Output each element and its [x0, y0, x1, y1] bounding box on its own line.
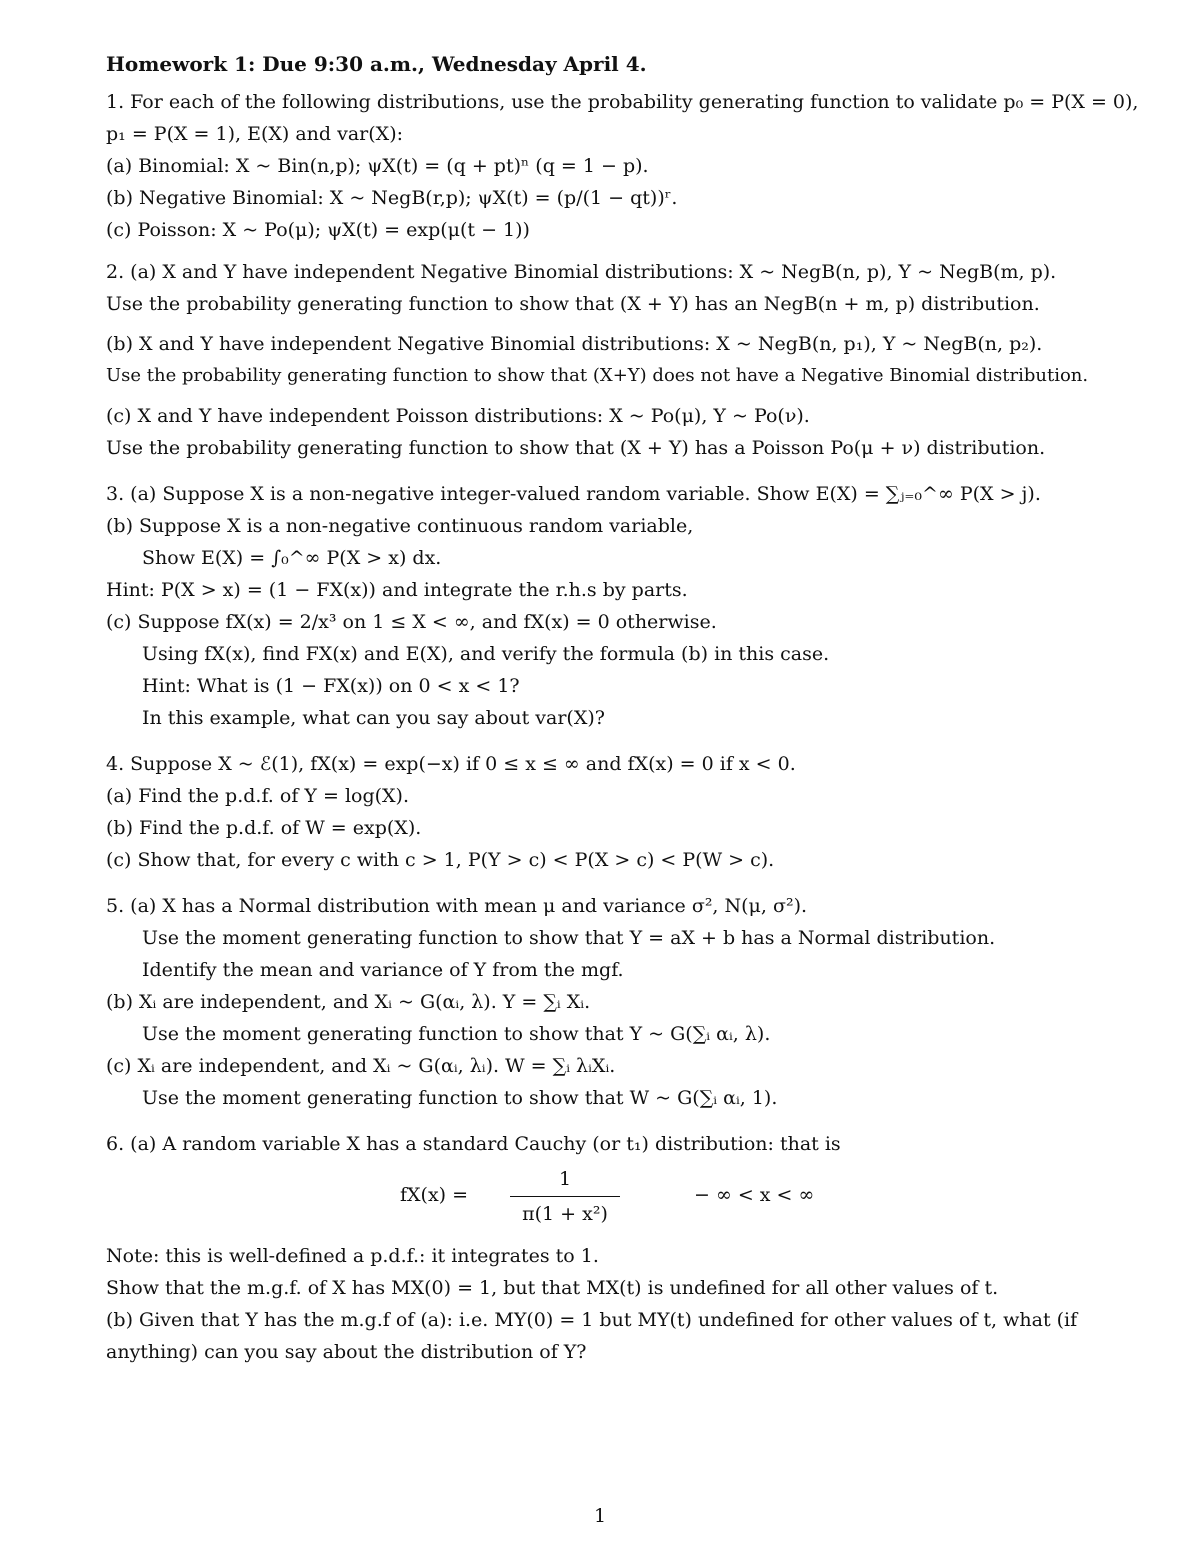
q3-part-c-line-4: In this example, what can you say about var(X)?: [142, 707, 605, 729]
q2-part-b-line-1: (b) X and Y have independent Negative Binomial distributions: X ~ NegB(n, p₁), Y ~ NegB(n, p₂).: [106, 333, 1043, 355]
q1-part-b: (b) Negative Binomial: X ~ NegB(r,p); ψX(t) = (p/(1 − qt))ʳ.: [106, 187, 678, 209]
q5-part-a-line-3: Identify the mean and variance of Y from the mgf.: [142, 959, 624, 981]
q3-part-a: 3. (a) Suppose X is a non-negative integer-valued random variable. Show E(X) = ∑ⱼ₌₀^∞ P(X > j).: [106, 483, 1041, 505]
q5-part-b-line-1: (b) Xᵢ are independent, and Xᵢ ~ G(αᵢ, λ). Y = ∑ᵢ Xᵢ.: [106, 991, 591, 1013]
q1-line-2: p₁ = P(X = 1), E(X) and var(X):: [106, 123, 404, 145]
cauchy-density-equation: [106, 1166, 1126, 1236]
q4-part-c: (c) Show that, for every c with c > 1, P(Y > c) < P(X > c) < P(W > c).: [106, 849, 775, 871]
q6-part-b: (b) Given that Y has the m.g.f of (a): i.e. MY(0) = 1 but MY(t) undefined for other values of t, what (if anything) can you say about the distribution of Y?: [106, 1309, 1078, 1363]
q1-line-1: 1. For each of the following distributions, use the probability generating function to validate p₀ = P(X = 0),: [106, 91, 1139, 113]
q4-part-a: (a) Find the p.d.f. of Y = log(X).: [106, 785, 410, 807]
question-1: [106, 86, 1139, 246]
q2-part-a-line-2: Use the probability generating function to show that (X + Y) has an NegB(n + m, p) distribution.: [106, 293, 1040, 315]
equation-fraction: [510, 1166, 620, 1229]
q5-part-c-line-1: (c) Xᵢ are independent, and Xᵢ ~ G(αᵢ, λᵢ). W = ∑ᵢ λᵢXᵢ.: [106, 1055, 616, 1077]
homework-title: Homework 1: Due 9:30 a.m., Wednesday April 4.: [106, 52, 647, 76]
question-2: [106, 256, 1126, 464]
equation-denominator: π(1 + x²): [522, 1203, 608, 1225]
q4-part-b: (b) Find the p.d.f. of W = exp(X).: [106, 817, 422, 839]
q5-part-a-line-2: Use the moment generating function to show that Y = aX + b has a Normal distribution.: [142, 927, 996, 949]
q3-part-b-hint: Hint: P(X > x) = (1 − FX(x)) and integrate the r.h.s by parts.: [106, 579, 688, 601]
q1-part-a: (a) Binomial: X ~ Bin(n,p); ψX(t) = (q + pt)ⁿ (q = 1 − p).: [106, 155, 649, 177]
q6-part-a-line-2: Show that the m.g.f. of X has MX(0) = 1, but that MX(t) is undefined for all other values of t.: [106, 1277, 999, 1299]
homework-page: [106, 52, 1139, 1368]
q3-part-b-line-2: Show E(X) = ∫₀^∞ P(X > x) dx.: [142, 547, 442, 569]
q4-line-1: 4. Suppose X ~ ℰ(1), fX(x) = exp(−x) if 0 ≤ x ≤ ∞ and fX(x) = 0 if x < 0.: [106, 753, 796, 775]
q5-part-c-line-2: Use the moment generating function to show that W ~ G(∑ᵢ αᵢ, 1).: [142, 1087, 778, 1109]
question-3: [106, 478, 1126, 734]
equation-range: − ∞ < x < ∞: [694, 1184, 815, 1206]
q2-part-a-line-1: 2. (a) X and Y have independent Negative Binomial distributions: X ~ NegB(n, p), Y ~ NegB(m, p).: [106, 261, 1057, 283]
equation-lhs: fX(x) =: [400, 1184, 469, 1206]
q3-part-c-line-2: Using fX(x), find FX(x) and E(X), and verify the formula (b) in this case.: [142, 643, 830, 665]
q5-part-a-line-1: 5. (a) X has a Normal distribution with mean μ and variance σ², N(μ, σ²).: [106, 895, 808, 917]
q3-part-c-hint: Hint: What is (1 − FX(x)) on 0 < x < 1?: [142, 675, 520, 697]
q5-part-b-line-2: Use the moment generating function to show that Y ~ G(∑ᵢ αᵢ, λ).: [142, 1023, 771, 1045]
page-number: 1: [593, 1505, 607, 1527]
q2-part-b-line-2: Use the probability generating function to show that (X+Y) does not have a Negative Binomial distribution.: [106, 365, 1089, 386]
question-5: [106, 890, 1126, 1114]
q2-part-c-line-1: (c) X and Y have independent Poisson distributions: X ~ Po(μ), Y ~ Po(ν).: [106, 405, 810, 427]
q6-part-a-line-1: 6. (a) A random variable X has a standard Cauchy (or t₁) distribution: that is: [106, 1133, 841, 1155]
question-6: [106, 1128, 1126, 1368]
q2-part-c-line-2: Use the probability generating function to show that (X + Y) has a Poisson Po(μ + ν) distribution.: [106, 437, 1046, 459]
question-4: [106, 748, 1126, 876]
q1-part-c: (c) Poisson: X ~ Po(μ); ψX(t) = exp(μ(t − 1)): [106, 219, 530, 241]
q3-part-b-line-1: (b) Suppose X is a non-negative continuous random variable,: [106, 515, 694, 537]
q6-note: Note: this is well-defined a p.d.f.: it integrates to 1.: [106, 1245, 599, 1267]
equation-numerator: 1: [510, 1166, 620, 1197]
q3-part-c-line-1: (c) Suppose fX(x) = 2/x³ on 1 ≤ X < ∞, and fX(x) = 0 otherwise.: [106, 611, 717, 633]
